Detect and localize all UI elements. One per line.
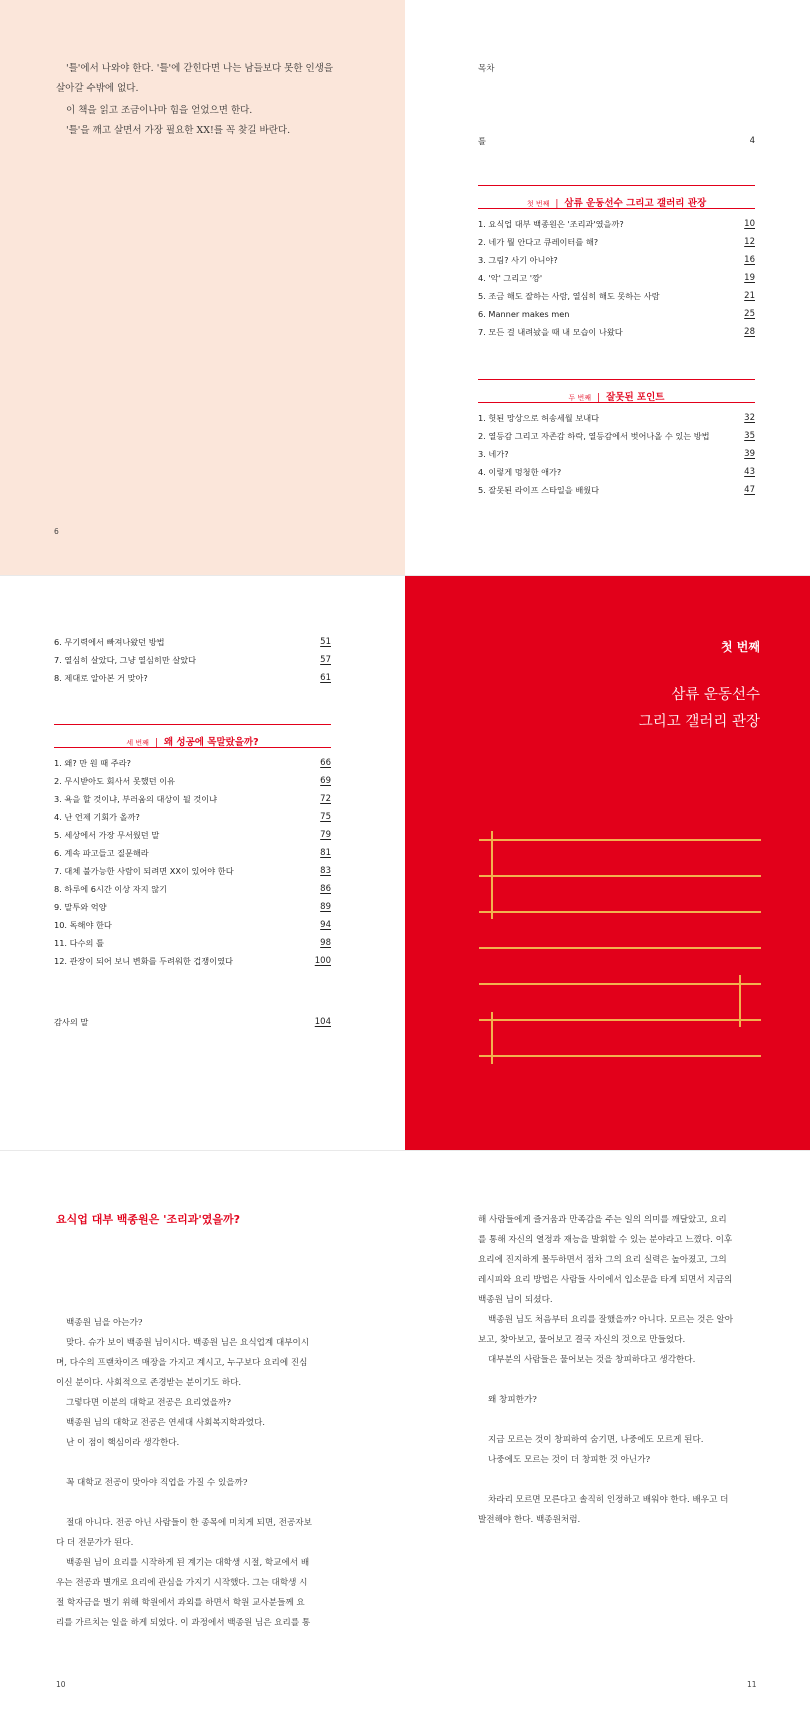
page-6-prologue [0, 0, 405, 575]
toc-entry[interactable] [478, 327, 755, 341]
body-text-line: 며, 다수의 프랜차이즈 매장을 가지고 계시고, 누구보다 요리에 진심 [56, 1358, 308, 1368]
body-text-line: 난 이 점이 핵심이라 생각한다. [66, 1438, 180, 1448]
toc-entry-title: 2. 무시받아도 회사서 못했던 이유 [54, 776, 176, 786]
toc-entry[interactable] [54, 794, 331, 808]
section-label: 첫 번째 [526, 200, 550, 208]
section-header-1 [478, 185, 755, 209]
spread-prologue-toc [0, 0, 810, 575]
body-text-line: 왜 창피한가? [488, 1395, 537, 1405]
body-text-line: 리를 가르치는 일을 하게 되었다. 이 과정에서 백종원 님은 요리를 통 [56, 1618, 311, 1628]
toc-entry-page: 75 [320, 812, 331, 822]
toc-entry-page: 43 [744, 467, 755, 477]
decor-line [479, 1055, 761, 1057]
toc-entry-title: 11. 다수의 틀 [54, 938, 104, 948]
toc-entry-title: 6. 계속 파고들고 질문해라 [54, 848, 149, 858]
toc-entry-page: 100 [314, 956, 331, 966]
chapter-title-line-1: 삼류 운동선수 [671, 687, 760, 703]
toc-entry[interactable] [54, 866, 331, 880]
spread-chapter-body [0, 1150, 810, 1726]
prologue-line: '틀'을 깨고 살면서 가장 필요한 XX!를 꼭 찾길 바란다. [66, 125, 291, 136]
toc-entry-page: 25 [744, 309, 755, 319]
toc-entry[interactable] [54, 637, 331, 651]
separator-icon: | [597, 393, 601, 403]
body-text-line: 백종원 님도 처음부터 요리를 잘했을까? 아니다. 모르는 것은 알아 [488, 1315, 734, 1325]
toc-heading: 목차 [478, 64, 495, 74]
toc-entry-page: 16 [744, 255, 755, 265]
toc-entry[interactable] [54, 848, 331, 862]
decor-line [479, 1019, 761, 1021]
toc-entry-title: 7. 모든 걸 내려놨을 때 내 모습이 나왔다 [478, 327, 623, 337]
toc-entry[interactable] [478, 291, 755, 305]
section-header-3 [54, 724, 331, 748]
body-text-line: 백종원 님이 요리를 시작하게 된 계기는 대학생 시절, 학교에서 배 [66, 1558, 310, 1568]
body-text-line: 레시피와 요리 방법은 사람들 사이에서 입소문을 타게 되면서 지금의 [478, 1275, 733, 1285]
body-text-line: 맞다. 슈가 보이 백종원 님이시다. 백종원 님은 요식업계 대부이시 [66, 1338, 310, 1348]
toc-entry-page: 4 [749, 136, 755, 146]
toc-entry-title: 5. 조금 해도 잘하는 사람, 열심히 해도 못하는 사람 [478, 291, 660, 301]
body-text-line: 절 학자금을 벌기 위해 학원에서 과외를 하면서 학원 교사분들께 요 [56, 1598, 305, 1608]
toc-entry[interactable] [478, 467, 755, 481]
toc-entry[interactable] [54, 956, 331, 970]
page-number: 6 [54, 527, 59, 536]
prologue-line: 이 책을 읽고 조금이나마 힘을 얻었으면 한다. [66, 105, 253, 116]
section-header-2 [478, 379, 755, 403]
toc-entry-page: 86 [320, 884, 331, 894]
decor-line [479, 839, 761, 841]
body-text-line: 백종원 님의 대학교 전공은 연세대 사회복지학과였다. [66, 1418, 266, 1428]
toc-entry-title: 4. 난 언제 기회가 올까? [54, 812, 140, 822]
decor-line [479, 875, 761, 877]
toc-entry-page: 72 [320, 794, 331, 804]
toc-entry[interactable] [478, 413, 755, 427]
toc-entry-title: 12. 관장이 되어 보니 변화를 두려워한 겁쟁이였다 [54, 956, 233, 966]
body-text-line: 지금 모르는 것이 창피하여 숨기면, 나중에도 모르게 된다. [488, 1435, 704, 1445]
toc-entry-page: 51 [320, 637, 331, 647]
toc-entry-page: 66 [320, 758, 331, 768]
body-text-line: 차라리 모르면 모른다고 솔직히 인정하고 배워야 한다. 배우고 더 [488, 1495, 729, 1505]
toc-entry-title: 2. 네가 뭘 안다고 큐레이터를 해? [478, 237, 599, 247]
body-text-line: 대부분의 사람들은 물어보는 것을 창피하다고 생각한다. [488, 1355, 696, 1365]
page-11 [405, 1151, 810, 1726]
toc-entry[interactable] [54, 655, 331, 669]
toc-entry-page: 81 [320, 848, 331, 858]
toc-entry[interactable] [54, 673, 331, 687]
toc-entry-page: 79 [320, 830, 331, 840]
toc-entry[interactable] [478, 309, 755, 323]
separator-icon: | [555, 199, 559, 209]
toc-entry-title: 1. 요식업 대부 백종원은 '조리과'였을까? [478, 219, 624, 229]
toc-entry[interactable] [478, 485, 755, 499]
toc-entry[interactable] [54, 776, 331, 790]
toc-entry-title: 1. 헛된 망상으로 허송세월 보내다 [478, 413, 600, 423]
body-text-line: 이신 분이다. 사회적으로 존경받는 분이기도 하다. [56, 1378, 242, 1388]
toc-entry-title: 1. 왜? 만 원 때 주라? [54, 758, 131, 768]
toc-entry-title: 8. 하루에 6시간 이상 자지 않기 [54, 884, 168, 894]
toc-entry-page: 61 [320, 673, 331, 683]
decor-line [479, 911, 761, 913]
body-text-line: 그렇다면 이분의 대학교 전공은 요리였을까? [66, 1398, 231, 1408]
toc-entry-page: 98 [320, 938, 331, 948]
toc-entry-page: 39 [744, 449, 755, 459]
decor-line-vertical [739, 975, 741, 1027]
spread-toc-chapter-opener [0, 575, 810, 1151]
toc-entry[interactable] [54, 884, 331, 898]
toc-entry-page: 28 [744, 327, 755, 337]
toc-entry-page: 104 [314, 1017, 331, 1027]
section-title: 왜 성공에 목말랐을까? [163, 737, 259, 748]
toc-entry-page: 35 [744, 431, 755, 441]
body-text-line: 절대 아니다. 전공 아닌 사람들이 한 종목에 미치게 되면, 전공자보 [66, 1518, 312, 1528]
toc-entry-title: 3. 욕을 할 것이냐, 부러움의 대상이 될 것이냐 [54, 794, 218, 804]
toc-entry-title: 7. 열심히 살았다, 그냥 열심히만 살았다 [54, 655, 197, 665]
toc-entry[interactable] [478, 237, 755, 251]
body-text-line: 를 통해 자신의 열정과 재능을 발휘할 수 있는 분야라고 느꼈다. 이후 [478, 1235, 733, 1245]
toc-entry-page: 47 [744, 485, 755, 495]
decor-line [479, 947, 761, 949]
toc-entry-title: 8. 제대로 알아본 거 맞아? [54, 673, 148, 683]
toc-entry[interactable] [54, 938, 331, 952]
toc-entry-title: 3. 그림? 사기 아니야? [478, 255, 558, 265]
toc-entry[interactable] [54, 902, 331, 916]
toc-entry-page: 10 [744, 219, 755, 229]
toc-entry-title: 4. 이렇게 멍청한 애가? [478, 467, 562, 477]
toc-entry-page: 94 [320, 920, 331, 930]
toc-entry-title: 감사의 말 [54, 1017, 89, 1027]
body-text-line: 백종원 님이 되셨다. [478, 1295, 553, 1305]
section-title: 잘못된 포인트 [606, 392, 665, 403]
toc-entry-page: 12 [744, 237, 755, 247]
body-text-line: 보고, 찾아보고, 물어보고 결국 자신의 것으로 만들었다. [478, 1335, 686, 1345]
prologue-line: 살아갈 수밖에 없다. [56, 83, 139, 94]
body-text-line: 다 더 전문가가 된다. [56, 1538, 134, 1548]
toc-entry[interactable] [54, 920, 331, 934]
body-text-line: 요리에 진지하게 몰두하면서 점차 그의 요리 실력은 높아졌고, 그의 [478, 1255, 727, 1265]
section-title: 삼류 운동선수 그리고 갤러리 관장 [564, 198, 707, 209]
chapter-title: 요식업 대부 백종원은 '조리과'였을까? [56, 1213, 240, 1226]
page-number: 11 [747, 1680, 757, 1689]
separator-icon: | [154, 738, 158, 748]
toc-entry-page: 69 [320, 776, 331, 786]
toc-entry[interactable] [478, 449, 755, 463]
toc-entry-title: 9. 말투와 억양 [54, 902, 107, 912]
toc-entry-page: 19 [744, 273, 755, 283]
toc-entry-page: 83 [320, 866, 331, 876]
toc-entry-prologue[interactable] [478, 136, 755, 150]
chapter-label: 첫 번째 [721, 640, 760, 654]
decor-line-vertical [491, 831, 493, 919]
body-text-line: 꼭 대학교 전공이 맞아야 직업을 가질 수 있을까? [66, 1478, 248, 1488]
toc-entry-title: 6. 무기력에서 빠져나왔던 방법 [54, 637, 165, 647]
toc-entry[interactable] [478, 273, 755, 287]
toc-entry-title: 틀 [478, 136, 486, 146]
toc-entry-title: 5. 세상에서 가장 무서웠던 말 [54, 830, 160, 840]
toc-entry-page: 89 [320, 902, 331, 912]
toc-entry-title: 10. 독해야 한다 [54, 920, 112, 930]
section-label: 세 번째 [126, 739, 149, 747]
toc-entry-title: 4. '악' 그리고 '깡' [478, 273, 543, 283]
toc-entry[interactable] [54, 830, 331, 844]
toc-entry-title: 5. 잘못된 라이프 스타일을 배웠다 [478, 485, 600, 495]
toc-entry[interactable] [478, 255, 755, 269]
prologue-line: '틀'에서 나와야 한다. '틀'에 갇힌다면 나는 남들보다 못한 인생을 [66, 63, 334, 74]
toc-entry[interactable] [478, 431, 755, 445]
chapter-opener-page [405, 576, 810, 1151]
body-text-line: 나중에도 모르는 것이 더 창피한 것 아닌가? [488, 1455, 651, 1465]
toc-entry-page: 57 [320, 655, 331, 665]
decor-line [479, 983, 761, 985]
body-text-line: 백종원 님을 아는가? [66, 1318, 143, 1328]
toc-entry[interactable] [54, 758, 331, 772]
chapter-title-line-2: 그리고 갤러리 관장 [638, 714, 760, 730]
toc-entry-title: 6. Manner makes men [478, 309, 570, 319]
toc-entry-page: 32 [744, 413, 755, 423]
section-label: 두 번째 [568, 394, 592, 402]
toc-entry-page: 21 [744, 291, 755, 301]
toc-entry-title: 3. 네가? [478, 449, 509, 459]
page-10 [0, 1151, 405, 1726]
toc-entry-title: 7. 대체 불가능한 사람이 되려면 XX이 있어야 한다 [54, 866, 234, 876]
body-text-line: 우는 전공과 별개로 요리에 관심을 가지기 시작했다. 그는 대학생 시 [56, 1578, 308, 1588]
body-text-line: 발전해야 한다. 백종원처럼. [478, 1515, 581, 1525]
toc-entry[interactable] [478, 219, 755, 233]
page-number: 10 [56, 1680, 66, 1689]
body-text-line: 해 사람들에게 즐거움과 만족감을 주는 일의 의미를 깨달았고, 요리 [478, 1215, 727, 1225]
toc-entry[interactable] [54, 812, 331, 826]
decor-line-vertical [491, 1012, 493, 1064]
toc-entry-acknowledgements[interactable] [54, 1017, 331, 1031]
toc-entry-title: 2. 열등감 그리고 자존감 하락, 열등감에서 벗어나올 수 있는 방법 [478, 431, 710, 441]
